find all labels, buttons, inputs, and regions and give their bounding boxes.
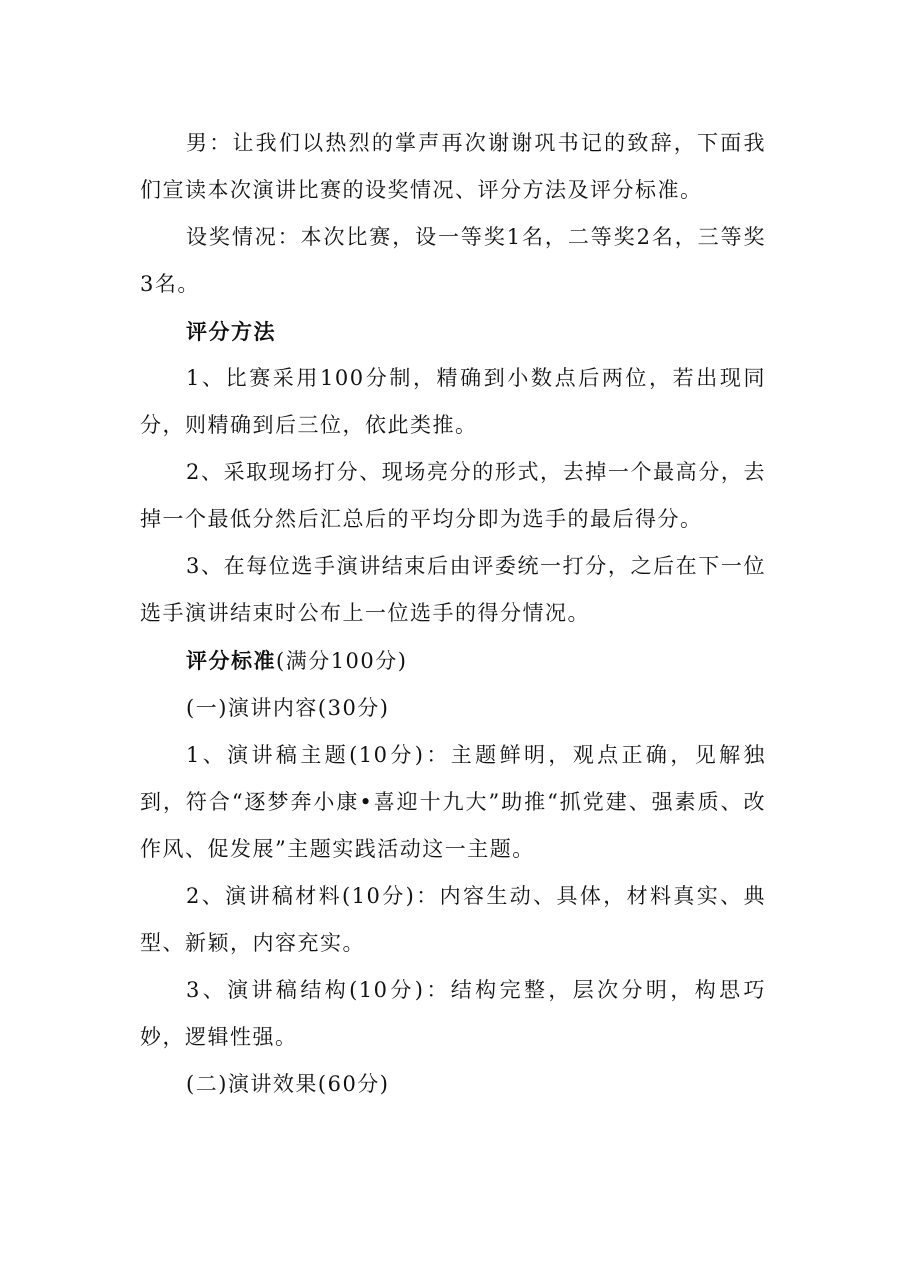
- document-page: [140, 120, 766, 1108]
- heading-scoring-criteria: [140, 637, 766, 685]
- paragraph-section-effect: (二)演讲效果(60分): [186, 1072, 390, 1096]
- heading-scoring-criteria-rest: (满分100分): [276, 649, 408, 673]
- paragraph-method-1: 1、比赛采用100分制，精确到小数点后两位，若出现同分，则精确到后三位，依此类推。: [140, 366, 766, 437]
- paragraph-section-content: (一)演讲内容(30分): [186, 696, 390, 720]
- paragraph-criteria-theme: 1、演讲稿主题(10分)：主题鲜明，观点正确，见解独到，符合“逐梦奔小康•喜迎十九大”助推“抓党建、强素质、改作风、促发展”主题实践活动这一主题。: [140, 743, 766, 861]
- paragraph-criteria-structure: 3、演讲稿结构(10分)：结构完整，层次分明，构思巧妙，逻辑性强。: [140, 978, 766, 1049]
- paragraph-awards: 设奖情况：本次比赛，设一等奖1名，二等奖2名，三等奖3名。: [140, 225, 766, 296]
- paragraph-host-intro: 男：让我们以热烈的掌声再次谢谢巩书记的致辞，下面我们宣读本次演讲比赛的设奖情况、评分方法及评分标准。: [140, 131, 766, 202]
- heading-scoring-criteria-bold: 评分标准: [186, 648, 276, 673]
- paragraph-method-3: 3、在每位选手演讲结束后由评委统一打分，之后在下一位选手演讲结束时公布上一位选手的得分情况。: [140, 554, 766, 625]
- paragraph-method-2: 2、采取现场打分、现场亮分的形式，去掉一个最高分，去掉一个最低分然后汇总后的平均分即为选手的最后得分。: [140, 460, 766, 531]
- paragraph-criteria-material: 2、演讲稿材料(10分)：内容生动、具体，材料真实、典型、新颖，内容充实。: [140, 884, 766, 955]
- heading-scoring-method: 评分方法: [186, 319, 276, 344]
